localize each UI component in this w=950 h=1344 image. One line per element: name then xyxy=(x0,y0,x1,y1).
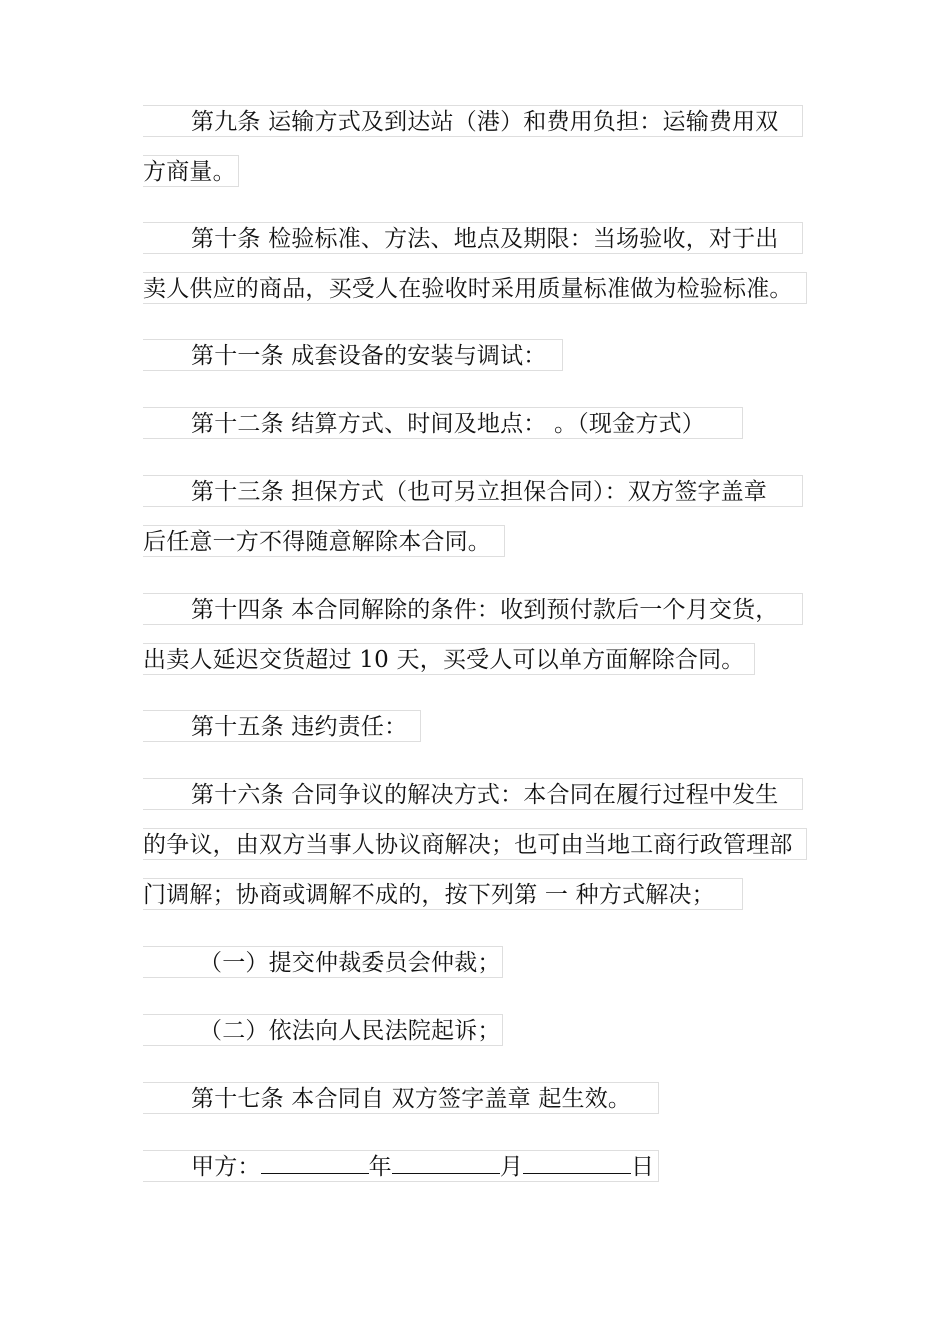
party-a-label: 甲方： xyxy=(191,1154,261,1180)
article-16-line-1: 第十六条 合同争议的解决方式：本合同在履行过程中发生 xyxy=(143,778,803,810)
month-label: 月 xyxy=(499,1154,524,1180)
party-a-blank[interactable] xyxy=(261,1151,369,1174)
article-12: 第十二条 结算方式、时间及地点： 。（现金方式） xyxy=(143,407,743,439)
article-9-line-1: 第九条 运输方式及到达站（港）和费用负担：运输费用双 xyxy=(143,105,803,137)
article-14-line-2: 出卖人延迟交货超过 10 天，买受人可以单方面解除合同。 xyxy=(143,643,755,675)
article-11: 第十一条 成套设备的安装与调试： xyxy=(143,339,563,371)
article-9-line-2: 方商量。 xyxy=(143,155,239,187)
article-15: 第十五条 违约责任： xyxy=(143,710,421,742)
article-10-line-1: 第十条 检验标准、方法、地点及期限：当场验收，对于出 xyxy=(143,222,803,254)
article-10-line-2: 卖人供应的商品，买受人在验收时采用质量标准做为检验标准。 xyxy=(143,272,807,304)
article-17: 第十七条 本合同自 双方签字盖章 起生效。 xyxy=(143,1082,659,1114)
year-label: 年 xyxy=(368,1154,392,1180)
day-blank[interactable] xyxy=(523,1151,631,1174)
dispute-option-2: （二）依法向人民法院起诉； xyxy=(143,1014,503,1046)
article-16-line-2: 的争议，由双方当事人协议商解决；也可由当地工商行政管理部 xyxy=(143,828,807,860)
article-16-line-3: 门调解；协商或调解不成的，按下列第 一 种方式解决； xyxy=(143,878,743,910)
day-label: 日 xyxy=(631,1154,655,1180)
article-14-line-1: 第十四条 本合同解除的条件：收到预付款后一个月交货， xyxy=(143,593,803,625)
dispute-option-1: （一）提交仲裁委员会仲裁； xyxy=(143,946,503,978)
month-blank[interactable] xyxy=(392,1151,500,1174)
article-13-line-1: 第十三条 担保方式（也可另立担保合同）：双方签字盖章 xyxy=(143,475,803,507)
signature-line xyxy=(143,1150,659,1182)
article-13-line-2: 后任意一方不得随意解除本合同。 xyxy=(143,525,505,557)
